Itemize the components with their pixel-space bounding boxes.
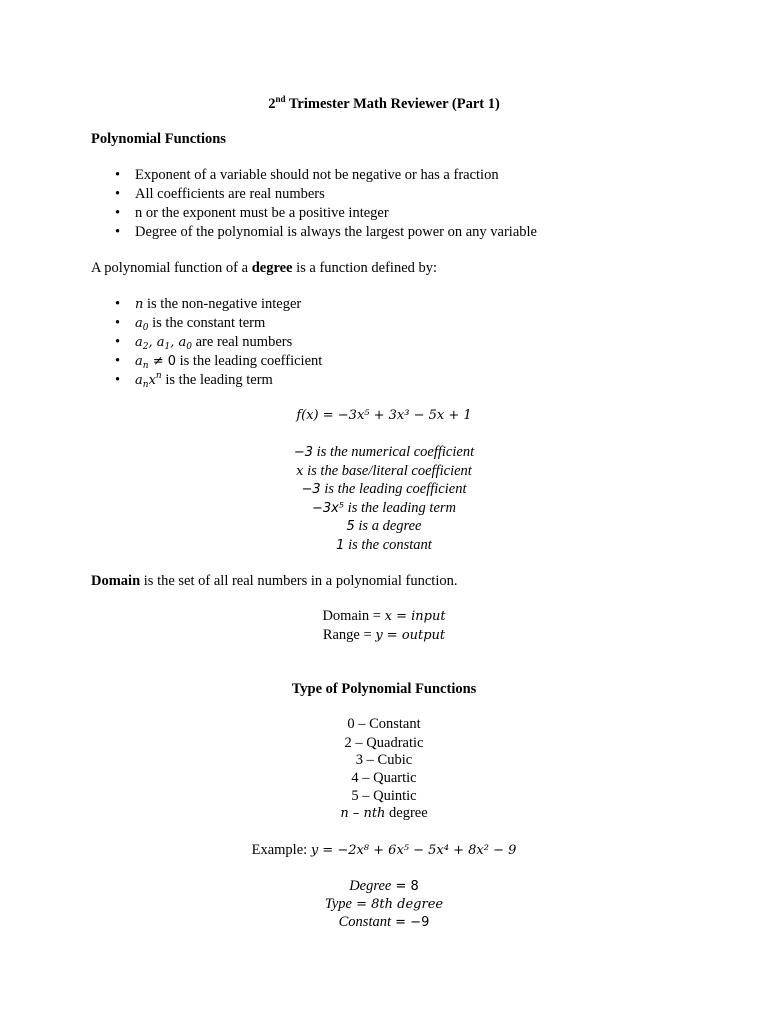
list-item: • Degree of the polynomial is always the largest power on any variable [115,224,537,240]
section-heading-types: Type of Polynomial Functions [291,681,477,697]
document-title: 2nd Trimester Math Reviewer (Part 1) [268,94,500,112]
domain-sentence: Domain is the set of all real numbers in a polynomial function. [91,573,458,589]
list-item: • Exponent of a variable should not be negative or has a fraction [115,167,499,183]
example-result: Constant = −9 [338,914,430,930]
example-result: Type = 8th degree [324,896,444,912]
list-item: • $a_nx^n$ is the leading term [115,371,273,390]
example-result: Degree = 8 [349,878,419,894]
section-heading-polynomial-functions: Polynomial Functions [91,131,226,147]
function-equation: f(x) = −3x⁵ + 3x³ − 5x + 1 [296,408,472,423]
list-item: • All coefficients are real numbers [115,186,325,202]
type-item: 2 – Quadratic [344,735,424,751]
range-line: Range = y = output [322,627,446,643]
domain-line: Domain = x = input [322,608,446,624]
list-item: • n or the exponent must be a positive integer [115,205,389,221]
list-item: • n is the non-negative integer [115,296,302,312]
type-item: 5 – Quintic [351,788,417,804]
example-equation: Example: y = −2x⁸ + 6x⁵ − 5x⁴ + 8x² − 9 [251,842,517,858]
function-note: 1 is the constant [336,537,432,553]
definition-sentence: A polynomial function of a degree is a function defined by: [91,260,438,276]
function-note: 5 is a degree [346,518,422,534]
list-item: • $a_2$, $a_1$, $a_0$ are real numbers [115,334,293,352]
function-note: −3 is the leading coefficient [301,481,467,497]
function-note: −3x⁵ is the leading term [311,500,457,516]
type-item: n – nth degree [340,805,428,821]
list-item: • $a_0$ is the constant term [115,315,266,333]
list-item: • $a_n \ne 0$ is the leading coefficient [115,353,323,371]
function-note: −3 is the numerical coefficient [293,444,475,460]
function-note: x is the base/literal coefficient [296,463,472,479]
type-item: 0 – Constant [347,716,421,732]
type-item: 3 – Cubic [355,752,413,768]
type-item: 4 – Quartic [351,770,417,786]
